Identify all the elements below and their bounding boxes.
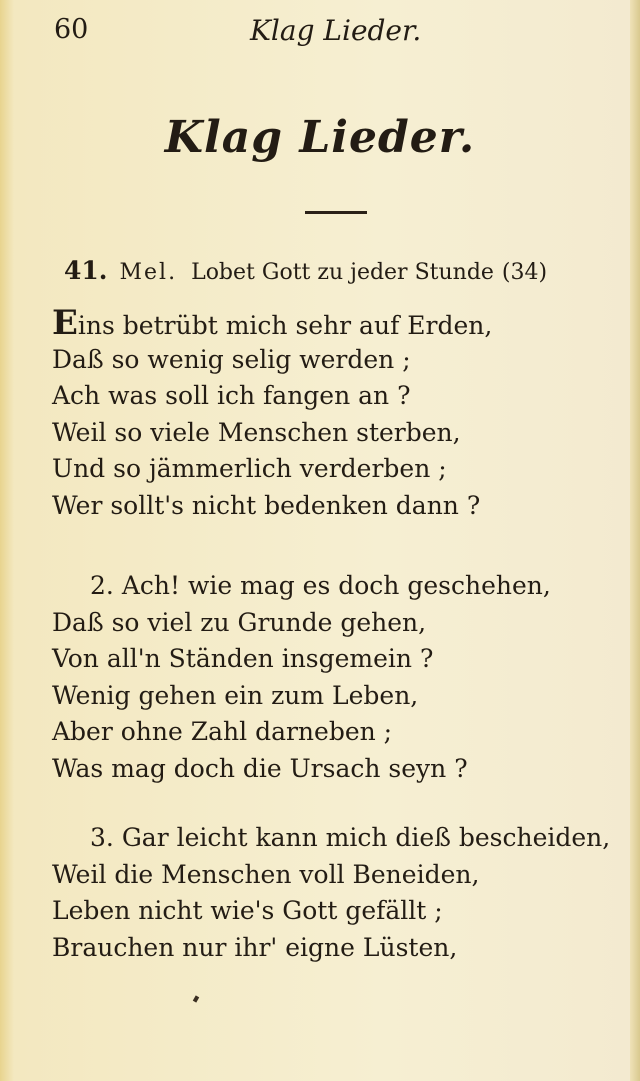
title-rule	[305, 211, 367, 214]
page-number: 60	[54, 14, 89, 45]
stanza-line: Und so jämmerlich verderben ;	[52, 454, 447, 483]
stanza-line: Leben nicht wie's Gott gefällt ;	[52, 896, 443, 925]
hymn-heading	[64, 256, 547, 285]
stanza-3	[52, 820, 610, 966]
section-title: Klag Lieder.	[164, 112, 476, 163]
stanza-2	[52, 568, 551, 787]
stanza-line: Weil die Menschen voll Beneiden,	[52, 859, 480, 889]
stanza-line: Daß so wenig selig werden ;	[52, 344, 411, 374]
drop-cap: E	[52, 303, 78, 343]
stanza-number: 3.	[90, 823, 114, 852]
stanza-line: 3. Gar leicht kann mich dieß bescheiden,	[90, 823, 611, 852]
page-header	[0, 14, 640, 54]
stanza-line: Weil so viele Menschen sterben,	[52, 417, 461, 447]
running-head: Klag Lieder.	[250, 14, 422, 47]
hymn-number: 41.	[64, 256, 108, 285]
melody-reference: (34)	[501, 260, 548, 285]
stanza-line: 2. Ach! wie mag es doch geschehen,	[90, 571, 551, 600]
stanza-1	[52, 305, 492, 524]
stanza-line: Ach was soll ich fangen an ?	[52, 381, 411, 410]
stanza-line: Was mag doch die Ursach seyn ?	[52, 753, 468, 783]
stanza-line: Wer sollt's nicht bedenken dann ?	[52, 490, 481, 520]
melody-name: Lobet Gott zu jeder Stunde	[191, 260, 494, 285]
stanza-line: Von all'n Ständen insgemein ?	[52, 644, 434, 673]
stanza-line: Brauchen nur ihr' eigne Lüsten,	[52, 932, 458, 962]
stanza-line: Wenig gehen ein zum Leben,	[52, 680, 419, 710]
ink-speck	[193, 995, 199, 1002]
stanza-number: 2.	[90, 571, 114, 600]
stanza-line: Eins betrübt mich sehr auf Erden,	[52, 303, 493, 343]
stanza-line: Daß so viel zu Grunde gehen,	[52, 607, 427, 637]
melody-label: Mel.	[119, 260, 178, 285]
stanza-line: Aber ohne Zahl darneben ;	[52, 717, 393, 746]
